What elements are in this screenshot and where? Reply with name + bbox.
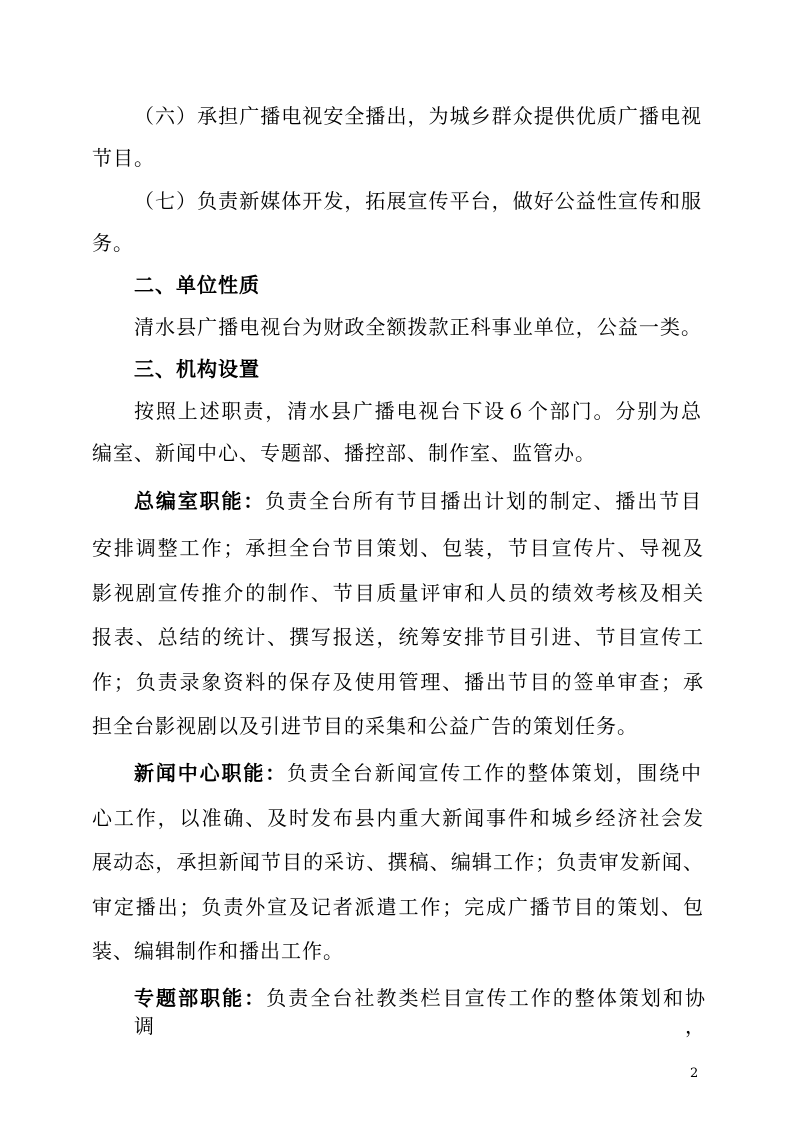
page-number: 2 [690, 1066, 699, 1081]
paragraph-label: 新闻中心职能： [134, 761, 288, 785]
paragraph-text: 负责全台所有节目播出计划的制定、播出节目 [265, 489, 703, 513]
paragraph-line [134, 984, 706, 1040]
paragraph-line: 展动态，承担新闻节目的采访、撰稿、编辑工作；负责审发新闻、 [92, 850, 704, 874]
paragraph-line: 担全台影视剧以及引进节目的采集和公益广告的策划任务。 [92, 714, 638, 738]
paragraph-line: 节目。 [92, 146, 155, 170]
paragraph-line: 清水县广播电视台为财政全额拨款正科事业单位，公益一类。 [134, 315, 702, 339]
paragraph-text: 负责全台社教类栏目宣传工作的整体策划和协调， [134, 986, 707, 1038]
paragraph-line: 心工作，以准确、及时发布县内重大新闻事件和城乡经济社会发 [92, 806, 704, 830]
paragraph-line: 报表、总结的统计、撰写报送，统筹安排节目引进、节目宣传工 [92, 625, 704, 649]
paragraph-line [134, 759, 702, 787]
paragraph-line: 审定播出；负责外宣及记者派遣工作；完成广播节目的策划、包 [92, 895, 704, 919]
paragraph-line: 按照上述职责，清水县广播电视台下设６个部门。分别为总 [134, 399, 702, 423]
paragraph-line: （七）负责新媒体开发，拓展宣传平台，做好公益性宣传和服 [134, 189, 702, 213]
paragraph-line: 作；负责录象资料的保存及使用管理、播出节目的签单审查；承 [92, 670, 704, 694]
paragraph-line: 装、编辑制作和播出工作。 [92, 939, 344, 963]
section-heading: 三、机构设置 [134, 357, 260, 381]
paragraph-line [134, 487, 702, 515]
paragraph-line: 务。 [92, 231, 134, 255]
paragraph-line: 影视剧宣传推介的制作、节目质量评审和人员的绩效考核及相关 [92, 581, 704, 605]
section-heading: 二、单位性质 [134, 273, 260, 297]
paragraph-line: （六）承担广播电视安全播出，为城乡群众提供优质广播电视 [134, 104, 702, 128]
paragraph-text: 负责全台新闻宣传工作的整体策划，围绕中 [287, 761, 703, 785]
paragraph-line: 安排调整工作；承担全台节目策划、包装，节目宣传片、导视及 [92, 536, 704, 560]
paragraph-label: 总编室职能： [134, 489, 266, 513]
paragraph-line: 编室、新闻中心、专题部、播控部、制作室、监管办。 [92, 441, 596, 465]
paragraph-label: 专题部职能： [134, 986, 267, 1010]
